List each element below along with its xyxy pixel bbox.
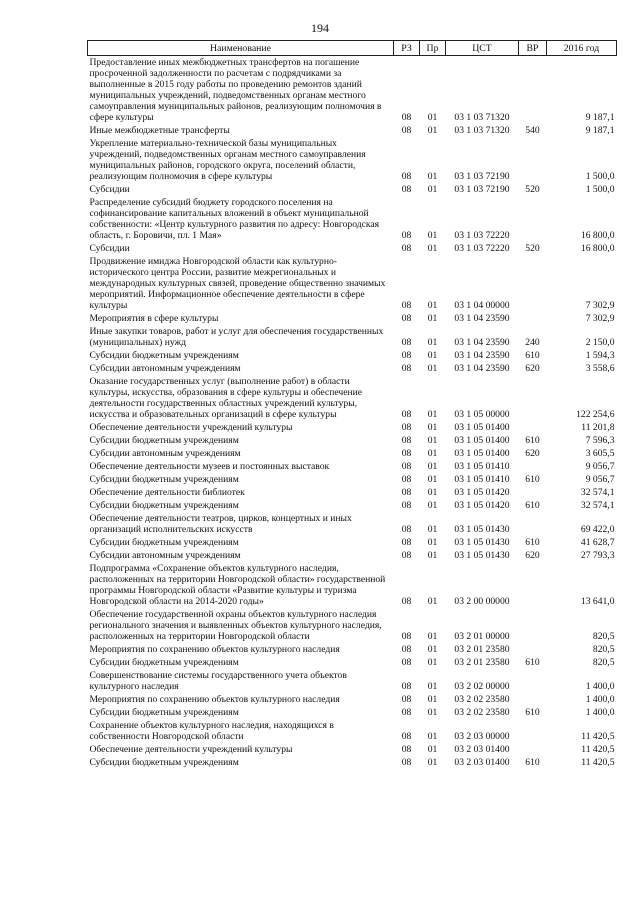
row-rz-cell: 08: [401, 707, 412, 718]
row-name-cell: Субсидии бюджетным учреждениям: [89, 657, 239, 668]
row-amount-cell: 3 605,5: [585, 448, 615, 459]
row-rz-cell: 08: [401, 313, 412, 324]
row-name-cell: Субсидии бюджетным учреждениям: [89, 500, 239, 511]
row-rz-cell: 08: [401, 422, 412, 433]
row-pr-cell: 01: [427, 731, 438, 742]
row-cst-cell: 03 2 03 00000: [454, 731, 510, 742]
row-cst-cell: 03 1 05 00000: [454, 409, 510, 420]
row-name-cell: Подпрограмма «Сохранение объектов культурного наследия, расположенных на территории Новгородской области» государственной программы Новгородской области «Развитие культуры и туризма Новгородской области на 2014-2020 годы»: [89, 563, 386, 607]
row-name-cell: Субсидии автономным учреждениям: [89, 550, 241, 561]
row-amount-cell: 16 800,0: [580, 230, 615, 241]
row-amount-cell: 13 641,0: [580, 596, 615, 607]
row-amount-cell: 2 150,0: [585, 337, 615, 348]
row-name-cell: Субсидии автономным учреждениям: [89, 363, 241, 374]
row-cst-cell: 03 1 05 01420: [454, 500, 510, 511]
row-cst-cell: 03 1 05 01430: [454, 537, 510, 548]
table-row: [88, 608, 617, 643]
row-cst-cell: 03 1 05 01430: [454, 550, 510, 561]
row-rz-cell: 08: [401, 243, 412, 254]
row-rz-cell: 08: [401, 171, 412, 182]
row-vr-cell: [519, 608, 547, 643]
row-amount-cell: 3 558,6: [585, 363, 615, 374]
row-amount-cell: 9 187,1: [585, 112, 615, 123]
row-pr-cell: 01: [427, 125, 438, 136]
row-name-cell: Распределение субсидий бюджету городского поселения на софинансирование капитальных вложений в объект муниципальной собственности: «Центр культурного развития по адресу: Новгородская область, г. Боровичи, пл. 1 Мая»: [89, 197, 380, 241]
row-name-cell: Субсидии бюджетным учреждениям: [89, 435, 239, 446]
row-pr-cell: 01: [427, 537, 438, 548]
row-rz-cell: 08: [401, 337, 412, 348]
row-cst-cell: 03 2 01 23580: [454, 657, 510, 668]
row-amount-cell: 1 400,0: [585, 694, 615, 705]
row-pr-cell: 01: [427, 694, 438, 705]
row-vr-cell: 520: [525, 184, 540, 195]
row-pr-cell: 01: [427, 550, 438, 561]
row-cst-cell: 03 1 03 72220: [454, 230, 510, 241]
table-row: [88, 434, 617, 447]
row-vr-cell: [519, 486, 547, 499]
row-amount-cell: 11 420,5: [581, 757, 615, 768]
row-vr-cell: 540: [525, 125, 540, 136]
row-pr-cell: 01: [427, 524, 438, 535]
table-row: [88, 706, 617, 719]
row-amount-cell: 9 056,7: [585, 461, 615, 472]
row-rz-cell: 08: [401, 363, 412, 374]
row-rz-cell: 08: [401, 657, 412, 668]
row-vr-cell: [519, 56, 547, 125]
row-rz-cell: 08: [401, 500, 412, 511]
row-rz-cell: 08: [401, 125, 412, 136]
row-vr-cell: 610: [525, 657, 540, 668]
row-cst-cell: 03 1 03 71320: [454, 125, 510, 136]
row-name-cell: Совершенствование системы государственного учета объектов культурного наследия: [89, 670, 347, 692]
row-pr-cell: 01: [427, 474, 438, 485]
row-amount-cell: 1 594,3: [585, 350, 615, 361]
row-name-cell: Субсидии: [89, 184, 130, 195]
row-vr-cell: [519, 643, 547, 656]
table-row: [88, 486, 617, 499]
row-cst-cell: 03 1 05 01400: [454, 435, 510, 446]
row-cst-cell: 03 1 03 71320: [454, 112, 510, 123]
row-name-cell: Укрепление материально-технической базы муниципальных учреждений, подведомственных органам местного самоуправления муниципальных районов, городского округа, поселений области, реализующим полномочия в сфере культуры: [89, 138, 366, 182]
row-name-cell: Субсидии бюджетным учреждениям: [89, 474, 239, 485]
row-rz-cell: 08: [401, 474, 412, 485]
row-rz-cell: 08: [401, 350, 412, 361]
row-vr-cell: [519, 255, 547, 312]
row-vr-cell: 620: [525, 448, 540, 459]
row-cst-cell: 03 1 04 23590: [454, 350, 510, 361]
row-vr-cell: 610: [525, 350, 540, 361]
row-vr-cell: 610: [525, 474, 540, 485]
row-rz-cell: 08: [401, 757, 412, 768]
column-header-pr: Пр: [420, 41, 446, 56]
row-amount-cell: 11 201,8: [581, 422, 615, 433]
row-amount-cell: 1 400,0: [585, 681, 615, 692]
column-header-year: 2016 год: [547, 41, 617, 56]
row-vr-cell: 620: [525, 363, 540, 374]
row-vr-cell: 610: [525, 707, 540, 718]
row-cst-cell: 03 1 04 23590: [454, 337, 510, 348]
column-header-name: Наименование: [88, 41, 394, 56]
row-vr-cell: 620: [525, 550, 540, 561]
row-rz-cell: 08: [401, 461, 412, 472]
row-cst-cell: 03 1 05 01430: [454, 524, 510, 535]
row-vr-cell: 520: [525, 243, 540, 254]
row-cst-cell: 03 1 03 72220: [454, 243, 510, 254]
row-name-cell: Обеспечение деятельности учреждений культуры: [89, 422, 293, 433]
table-row: [88, 447, 617, 460]
row-vr-cell: [519, 743, 547, 756]
table-row: [88, 137, 617, 183]
row-pr-cell: 01: [427, 363, 438, 374]
row-cst-cell: 03 2 00 00000: [454, 596, 510, 607]
row-cst-cell: 03 1 05 01410: [454, 474, 510, 485]
row-rz-cell: 08: [401, 487, 412, 498]
row-name-cell: Мероприятия в сфере культуры: [89, 313, 219, 324]
row-pr-cell: 01: [427, 461, 438, 472]
row-cst-cell: 03 2 02 00000: [454, 681, 510, 692]
row-rz-cell: 08: [401, 550, 412, 561]
row-vr-cell: 240: [525, 337, 540, 348]
row-rz-cell: 08: [401, 435, 412, 446]
table-row: [88, 124, 617, 137]
table-row: [88, 421, 617, 434]
row-cst-cell: 03 2 01 23580: [454, 644, 510, 655]
row-pr-cell: 01: [427, 409, 438, 420]
row-amount-cell: 27 793,3: [580, 550, 615, 561]
row-vr-cell: 610: [525, 435, 540, 446]
row-amount-cell: 7 302,9: [585, 313, 615, 324]
row-amount-cell: 820,5: [592, 644, 615, 655]
table-row: [88, 693, 617, 706]
row-rz-cell: 08: [401, 230, 412, 241]
row-name-cell: Иные межбюджетные трансферты: [89, 125, 230, 136]
row-amount-cell: 69 422,0: [580, 524, 615, 535]
table-row: [88, 562, 617, 608]
row-amount-cell: 41 628,7: [580, 537, 615, 548]
table-row: [88, 242, 617, 255]
row-name-cell: Субсидии бюджетным учреждениям: [89, 707, 239, 718]
row-amount-cell: 32 574,1: [580, 500, 615, 511]
row-pr-cell: 01: [427, 487, 438, 498]
row-name-cell: Иные закупки товаров, работ и услуг для обеспечения государственных (муниципальных) нужд: [89, 326, 384, 348]
table-row: [88, 719, 617, 743]
row-vr-cell: 610: [525, 500, 540, 511]
row-pr-cell: 01: [427, 112, 438, 123]
row-amount-cell: 7 596,3: [585, 435, 615, 446]
row-cst-cell: 03 1 03 72190: [454, 184, 510, 195]
row-vr-cell: 610: [525, 757, 540, 768]
row-amount-cell: 16 800,0: [580, 243, 615, 254]
row-vr-cell: [519, 669, 547, 693]
row-cst-cell: 03 2 03 01400: [454, 757, 510, 768]
row-cst-cell: 03 2 03 01400: [454, 744, 510, 755]
row-pr-cell: 01: [427, 422, 438, 433]
row-pr-cell: 01: [427, 230, 438, 241]
row-rz-cell: 08: [401, 681, 412, 692]
row-name-cell: Обеспечение деятельности учреждений культуры: [89, 744, 293, 755]
row-amount-cell: 32 574,1: [580, 487, 615, 498]
row-cst-cell: 03 2 02 23580: [454, 707, 510, 718]
row-vr-cell: [519, 512, 547, 536]
budget-table: [87, 40, 617, 769]
row-name-cell: Продвижение имиджа Новгородской области как культурно-исторического центра России, развитие межрегиональных и международных культурных связей, проведение общественно значимых мероприятий. Информационное обеспечение деятельности в сфере культуры: [89, 256, 386, 311]
row-vr-cell: [519, 460, 547, 473]
row-rz-cell: 08: [401, 409, 412, 420]
table-row: [88, 549, 617, 562]
table-row: [88, 325, 617, 349]
row-rz-cell: 08: [401, 744, 412, 755]
row-pr-cell: 01: [427, 350, 438, 361]
column-header-vr: ВР: [519, 41, 547, 56]
row-name-cell: Обеспечение деятельности музеев и постоянных выставок: [89, 461, 330, 472]
table-row: [88, 512, 617, 536]
row-rz-cell: 08: [401, 731, 412, 742]
row-vr-cell: [519, 196, 547, 242]
row-rz-cell: 08: [401, 524, 412, 535]
row-name-cell: Обеспечение государственной охраны объектов культурного наследия регионального значения и выявленных объектов культурного наследия, расположенных на территории Новгородской области: [89, 609, 382, 642]
row-pr-cell: 01: [427, 435, 438, 446]
table-row: [88, 196, 617, 242]
table-row: [88, 656, 617, 669]
row-pr-cell: 01: [427, 707, 438, 718]
row-vr-cell: [519, 693, 547, 706]
row-name-cell: Субсидии бюджетным учреждениям: [89, 757, 239, 768]
table-row: [88, 56, 617, 125]
row-amount-cell: 7 302,9: [585, 300, 615, 311]
row-rz-cell: 08: [401, 448, 412, 459]
row-name-cell: Субсидии автономным учреждениям: [89, 448, 241, 459]
table-row: [88, 643, 617, 656]
row-name-cell: Обеспечение деятельности театров, цирков, концертных и иных организаций исполнительских искусств: [89, 513, 352, 535]
table-row: [88, 756, 617, 769]
row-pr-cell: 01: [427, 300, 438, 311]
row-cst-cell: 03 2 01 00000: [454, 631, 510, 642]
row-rz-cell: 08: [401, 596, 412, 607]
row-amount-cell: 820,5: [592, 631, 615, 642]
row-name-cell: Мероприятия по сохранению объектов культурного наследия: [89, 694, 340, 705]
row-rz-cell: 08: [401, 694, 412, 705]
row-cst-cell: 03 1 05 01400: [454, 448, 510, 459]
row-pr-cell: 01: [427, 631, 438, 642]
row-vr-cell: 610: [525, 537, 540, 548]
table-row: [88, 312, 617, 325]
row-pr-cell: 01: [427, 744, 438, 755]
row-amount-cell: 9 056,7: [585, 474, 615, 485]
page-number: 194: [311, 21, 329, 35]
row-pr-cell: 01: [427, 448, 438, 459]
row-name-cell: Предоставление иных межбюджетных трансфертов на погашение просроченной задолженности по расчетам с подрядчиками за выполненные в 2015 году работы по проведению ремонтов зданий муниципальных учреждений, подведомственных органам местного самоуправления муниципальных районов, реализующим полномочия в сфере культуры: [89, 57, 382, 123]
row-name-cell: Субсидии: [89, 243, 130, 254]
row-rz-cell: 08: [401, 184, 412, 195]
row-rz-cell: 08: [401, 112, 412, 123]
row-amount-cell: 1 400,0: [585, 707, 615, 718]
row-cst-cell: 03 1 03 72190: [454, 171, 510, 182]
row-amount-cell: 11 420,5: [581, 731, 615, 742]
table-row: [88, 536, 617, 549]
column-header-cst: ЦСТ: [446, 41, 519, 56]
row-rz-cell: 08: [401, 631, 412, 642]
table-row: [88, 473, 617, 486]
row-pr-cell: 01: [427, 171, 438, 182]
row-pr-cell: 01: [427, 243, 438, 254]
row-cst-cell: 03 1 05 01420: [454, 487, 510, 498]
row-name-cell: Мероприятия по сохранению объектов культурного наследия: [89, 644, 340, 655]
row-pr-cell: 01: [427, 500, 438, 511]
table-row: [88, 183, 617, 196]
row-name-cell: Субсидии бюджетным учреждениям: [89, 537, 239, 548]
table-header-row: [88, 41, 617, 56]
table-row: [88, 669, 617, 693]
column-header-rz: РЗ: [394, 41, 420, 56]
row-cst-cell: 03 1 05 01410: [454, 461, 510, 472]
row-name-cell: Сохранение объектов культурного наследия, находящихся в собственности Новгородской области: [89, 720, 334, 742]
row-amount-cell: 11 420,5: [581, 744, 615, 755]
table-row: [88, 255, 617, 312]
table-row: [88, 375, 617, 421]
row-pr-cell: 01: [427, 184, 438, 195]
table-row: [88, 460, 617, 473]
row-pr-cell: 01: [427, 757, 438, 768]
row-pr-cell: 01: [427, 337, 438, 348]
row-vr-cell: [519, 719, 547, 743]
row-vr-cell: [519, 312, 547, 325]
row-cst-cell: 03 1 05 01400: [454, 422, 510, 433]
row-vr-cell: [519, 375, 547, 421]
row-rz-cell: 08: [401, 644, 412, 655]
row-vr-cell: [519, 137, 547, 183]
table-body: [88, 56, 617, 770]
row-pr-cell: 01: [427, 681, 438, 692]
table-row: [88, 362, 617, 375]
row-vr-cell: [519, 562, 547, 608]
row-pr-cell: 01: [427, 657, 438, 668]
row-amount-cell: 820,5: [592, 657, 615, 668]
row-cst-cell: 03 2 02 23580: [454, 694, 510, 705]
row-pr-cell: 01: [427, 644, 438, 655]
row-pr-cell: 01: [427, 596, 438, 607]
row-amount-cell: 122 254,6: [576, 409, 615, 420]
table-row: [88, 499, 617, 512]
row-cst-cell: 03 1 04 23590: [454, 313, 510, 324]
row-name-cell: Обеспечение деятельности библиотек: [89, 487, 245, 498]
row-cst-cell: 03 1 04 23590: [454, 363, 510, 374]
row-amount-cell: 9 187,1: [585, 125, 615, 136]
table-row: [88, 743, 617, 756]
table-row: [88, 349, 617, 362]
row-vr-cell: [519, 421, 547, 434]
row-name-cell: Оказание государственных услуг (выполнение работ) в области культуры, искусства, образования в сфере культуры и обеспечение деятельности государственных областных учреждений культуры, искусства и образовательных организаций в сфере культуры: [89, 376, 363, 420]
row-rz-cell: 08: [401, 300, 412, 311]
row-amount-cell: 1 500,0: [585, 171, 615, 182]
row-cst-cell: 03 1 04 00000: [454, 300, 510, 311]
row-pr-cell: 01: [427, 313, 438, 324]
row-rz-cell: 08: [401, 537, 412, 548]
row-name-cell: Субсидии бюджетным учреждениям: [89, 350, 239, 361]
row-amount-cell: 1 500,0: [585, 184, 615, 195]
